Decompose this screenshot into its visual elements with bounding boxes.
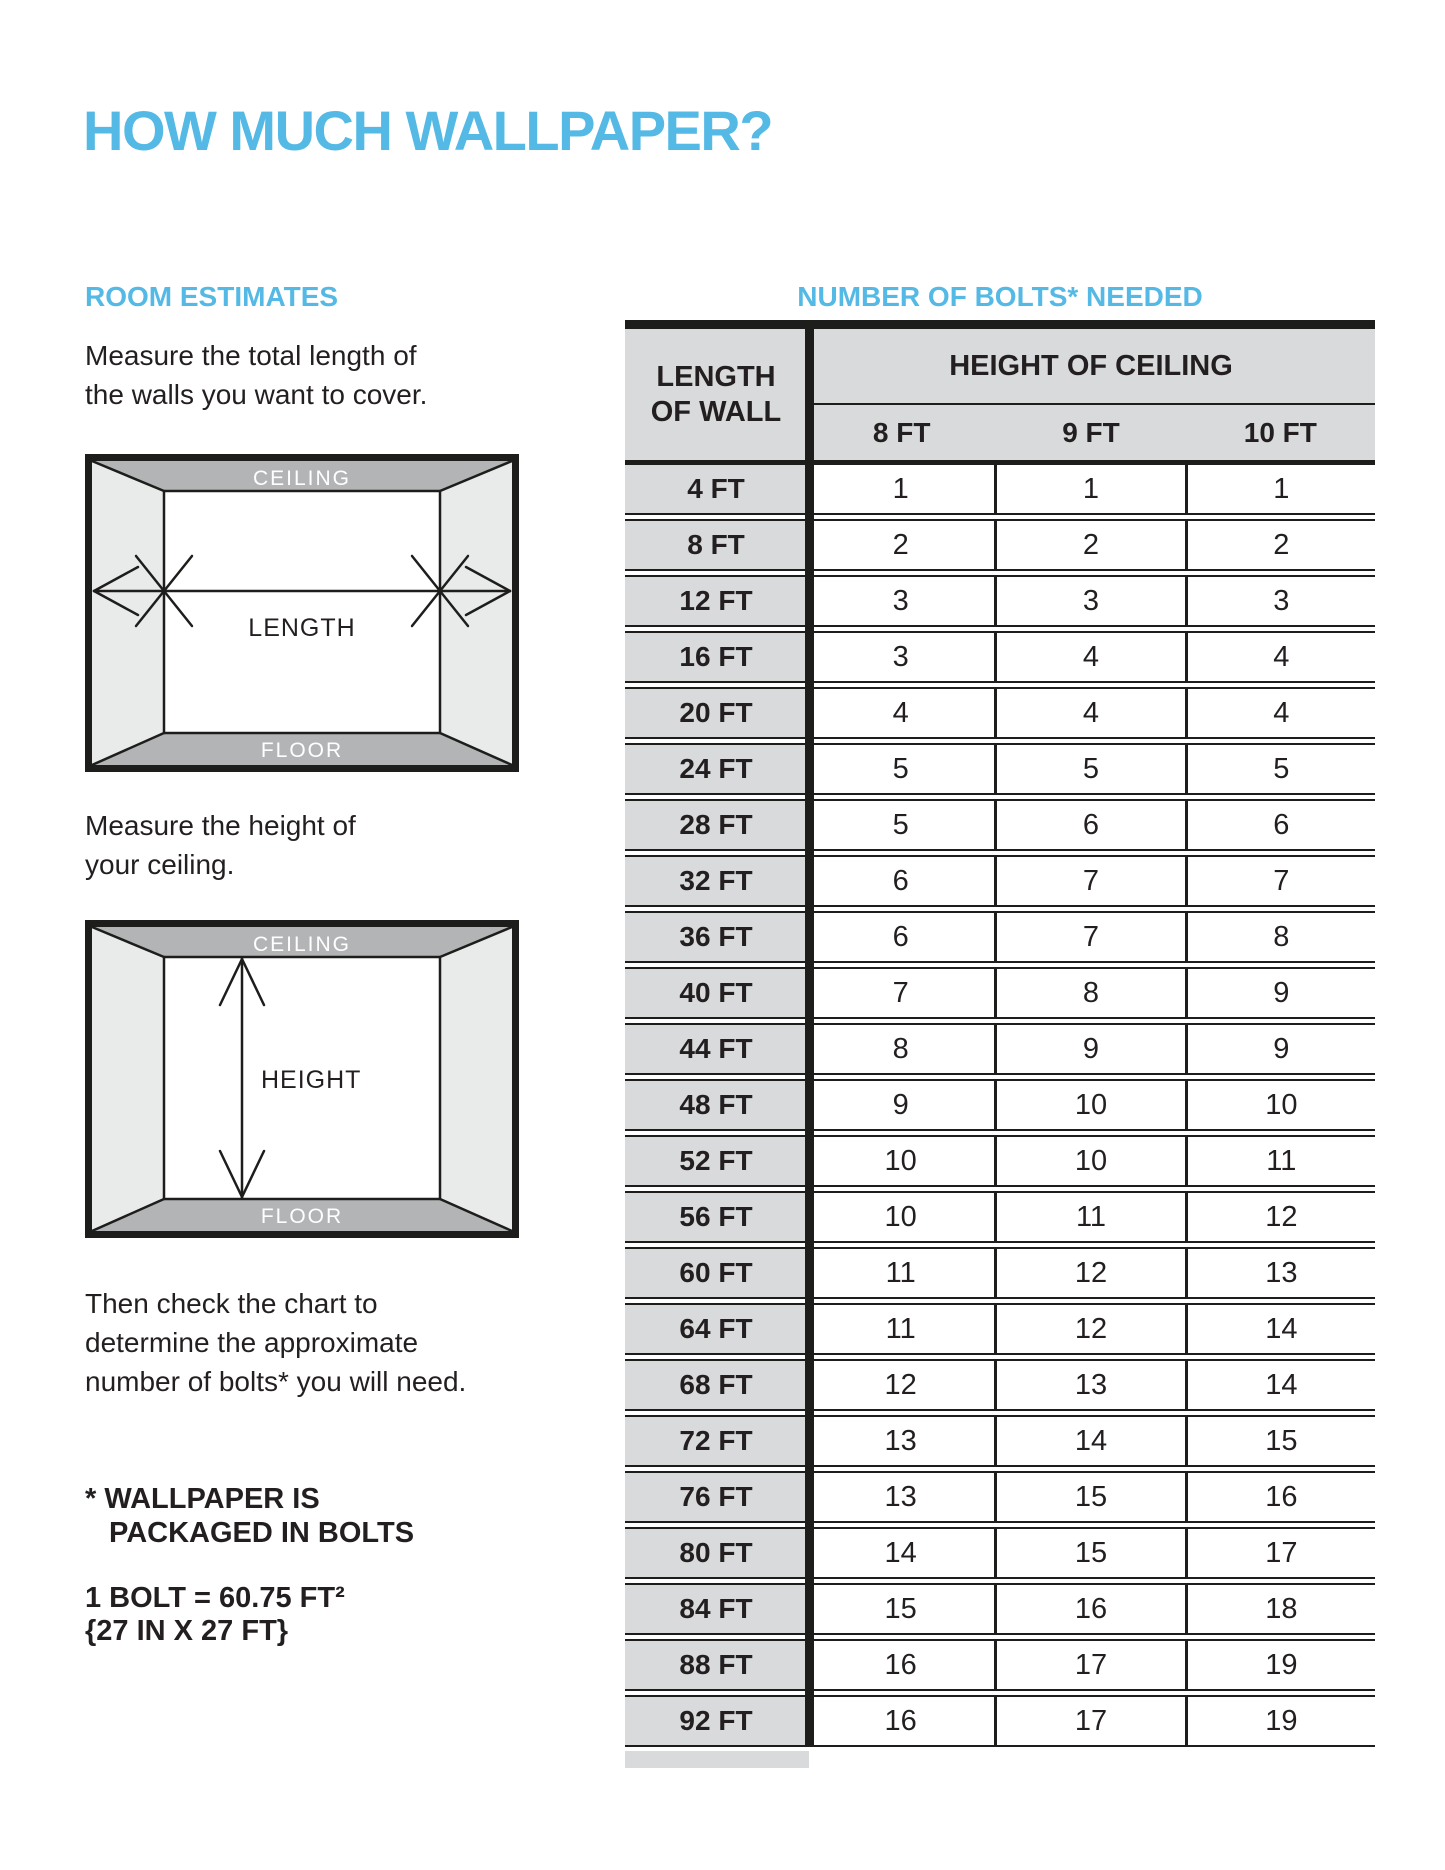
bolts-value-cell: 16 [807,1697,997,1745]
bolts-value-cell: 15 [997,1473,1187,1521]
bolts-footnote [85,1482,414,1550]
step-line: the walls you want to cover. [85,379,428,410]
bolts-value-cell: 5 [1188,745,1375,793]
bolts-value-cell: 2 [1188,521,1375,569]
table-row [625,1415,1375,1467]
ceiling-height-columns [807,405,1375,460]
table-row [625,1079,1375,1131]
bolts-value-cell: 4 [1188,689,1375,737]
table-row [625,1471,1375,1523]
wall-length-cell: 4 FT [625,465,807,513]
bolts-value-cell: 6 [807,913,997,961]
bolts-value-cell: 18 [1188,1585,1375,1633]
room-height-diagram [85,920,519,1238]
bolts-value-cell: 10 [997,1137,1187,1185]
bolts-value-cell: 8 [997,969,1187,1017]
table-row [625,1023,1375,1075]
bolts-value-cell: 15 [1188,1417,1375,1465]
bolts-value-cell: 1 [807,465,997,513]
table-row [625,911,1375,963]
table-row [625,1135,1375,1187]
table-bottom-stub [625,1751,809,1768]
bolts-value-cell: 17 [1188,1529,1375,1577]
length-of-wall-line: OF WALL [650,395,782,428]
bolts-value-cell: 2 [997,521,1187,569]
bolts-value-cell: 17 [997,1641,1187,1689]
bolts-value-cell: 6 [997,801,1187,849]
bolts-value-cell: 12 [1188,1193,1375,1241]
bolts-value-cell: 14 [1188,1305,1375,1353]
bolts-value-cell: 12 [807,1361,997,1409]
bolts-value-cell: 6 [807,857,997,905]
bolts-table [625,320,1375,1768]
back-wall [164,491,440,733]
bolts-value-cell: 10 [1188,1081,1375,1129]
bolts-value-cell: 9 [1188,969,1375,1017]
height-label: HEIGHT [261,1066,362,1094]
wall-length-cell: 76 FT [625,1473,807,1521]
room-estimates-heading: ROOM ESTIMATES [85,281,339,312]
wall-length-cell: 56 FT [625,1193,807,1241]
wall-length-cell: 40 FT [625,969,807,1017]
step-line: number of bolts* you will need. [85,1366,467,1397]
length-label: LENGTH [248,614,356,642]
bolts-value-cell: 14 [807,1529,997,1577]
bolts-value-cell: 11 [997,1193,1187,1241]
bolts-value-cell: 13 [1188,1249,1375,1297]
bolts-value-cell: 9 [1188,1025,1375,1073]
wall-length-cell: 80 FT [625,1529,807,1577]
step-measure-height-text [85,806,356,884]
bolts-value-cell: 3 [807,633,997,681]
floor-label: FLOOR [260,739,344,762]
table-row [625,967,1375,1019]
step-line: determine the approximate [85,1327,419,1358]
table-row [625,1247,1375,1299]
table-row [625,1639,1375,1691]
wall-length-cell: 84 FT [625,1585,807,1633]
bolts-value-cell: 15 [997,1529,1187,1577]
wall-length-cell: 24 FT [625,745,807,793]
table-row [625,1695,1375,1747]
table-top-border [625,320,1375,329]
wall-length-cell: 28 FT [625,801,807,849]
bolts-value-cell: 2 [807,521,997,569]
length-of-wall-header [625,329,807,460]
bolt-dimensions-line: {27 IN X 27 FT} [85,1615,289,1647]
bolts-value-cell: 5 [997,745,1187,793]
wall-length-cell: 52 FT [625,1137,807,1185]
bolts-value-cell: 13 [807,1417,997,1465]
step-check-chart-text [85,1284,466,1401]
bolts-value-cell: 1 [1188,465,1375,513]
bolts-value-cell: 16 [807,1641,997,1689]
bolts-value-cell: 4 [997,633,1187,681]
right-wall-surface [440,461,512,765]
step-line: your ceiling. [85,849,235,880]
footnote-line: * WALLPAPER IS [85,1483,320,1515]
table-row [625,519,1375,571]
bolts-value-cell: 11 [807,1305,997,1353]
bolts-value-cell: 4 [997,689,1187,737]
bolts-value-cell: 3 [997,577,1187,625]
table-row [625,1583,1375,1635]
bolt-size-equation [85,1582,345,1648]
wall-length-cell: 60 FT [625,1249,807,1297]
ceiling-label: CEILING [252,933,352,956]
table-row [625,1303,1375,1355]
table-header [625,329,1375,463]
bolts-value-cell: 9 [807,1081,997,1129]
bolts-value-cell: 11 [807,1249,997,1297]
bolts-value-cell: 7 [997,913,1187,961]
table-row [625,631,1375,683]
bolts-value-cell: 10 [997,1081,1187,1129]
bolts-value-cell: 12 [997,1305,1187,1353]
bolts-value-cell: 13 [807,1473,997,1521]
footnote-line: PACKAGED IN BOLTS [109,1517,415,1549]
bolts-value-cell: 15 [807,1585,997,1633]
bolts-value-cell: 13 [997,1361,1187,1409]
wall-length-cell: 48 FT [625,1081,807,1129]
room-length-diagram [85,454,519,772]
wall-length-cell: 20 FT [625,689,807,737]
column-header-9ft: 9 FT [1062,416,1120,448]
bolts-value-cell: 11 [1188,1137,1375,1185]
bolts-value-cell: 14 [1188,1361,1375,1409]
wall-length-cell: 72 FT [625,1417,807,1465]
wall-length-cell: 8 FT [625,521,807,569]
wall-length-cell: 44 FT [625,1025,807,1073]
bolts-value-cell: 4 [807,689,997,737]
bolts-value-cell: 19 [1188,1697,1375,1745]
wall-length-cell: 32 FT [625,857,807,905]
table-row [625,463,1375,515]
column-header-8ft: 8 FT [872,416,931,448]
table-row [625,1191,1375,1243]
bolts-value-cell: 10 [807,1193,997,1241]
wall-length-cell: 92 FT [625,1697,807,1745]
table-row [625,687,1375,739]
height-of-ceiling-header: HEIGHT OF CEILING [807,329,1375,405]
wall-length-cell: 68 FT [625,1361,807,1409]
right-wall-surface [440,927,512,1231]
bolts-value-cell: 7 [997,857,1187,905]
ceiling-label: CEILING [252,467,352,490]
bolts-value-cell: 8 [1188,913,1375,961]
length-of-wall-line: LENGTH [656,360,776,393]
bolts-value-cell: 14 [997,1417,1187,1465]
column-header-10ft: 10 FT [1243,416,1317,448]
left-wall-surface [92,461,164,765]
table-row [625,799,1375,851]
bolts-value-cell: 6 [1188,801,1375,849]
step-measure-length-text [85,336,427,414]
table-body [625,463,1375,1747]
bolts-value-cell: 7 [1188,857,1375,905]
bolts-value-cell: 7 [807,969,997,1017]
bolts-value-cell: 3 [807,577,997,625]
ceiling-height-header-group [807,329,1375,460]
wall-length-cell: 64 FT [625,1305,807,1353]
wall-length-cell: 36 FT [625,913,807,961]
page-title: HOW MUCH WALLPAPER? [83,98,773,162]
bolts-value-cell: 1 [997,465,1187,513]
step-line: Measure the total length of [85,340,417,371]
table-vertical-divider [805,320,814,1747]
step-line: Measure the height of [85,810,356,841]
wall-length-cell: 16 FT [625,633,807,681]
bolts-value-cell: 8 [807,1025,997,1073]
table-row [625,743,1375,795]
bolts-value-cell: 5 [807,745,997,793]
bolts-value-cell: 10 [807,1137,997,1185]
bolts-needed-heading: NUMBER OF BOLTS* NEEDED [797,281,1203,312]
bolts-value-cell: 16 [997,1585,1187,1633]
bolts-value-cell: 16 [1188,1473,1375,1521]
room-length-svg [85,454,519,772]
bolts-value-cell: 5 [807,801,997,849]
floor-label: FLOOR [260,1205,344,1228]
bolts-value-cell: 12 [997,1249,1187,1297]
step-line: Then check the chart to [85,1288,378,1319]
bolt-area-line: 1 BOLT = 60.75 FT² [85,1582,345,1614]
table-row [625,1527,1375,1579]
table-row [625,855,1375,907]
table-row [625,575,1375,627]
bolts-value-cell: 4 [1188,633,1375,681]
wall-length-cell: 88 FT [625,1641,807,1689]
room-height-svg [85,920,519,1238]
bolts-value-cell: 3 [1188,577,1375,625]
bolts-value-cell: 17 [997,1697,1187,1745]
bolts-value-cell: 19 [1188,1641,1375,1689]
table-row [625,1359,1375,1411]
wall-length-cell: 12 FT [625,577,807,625]
bolts-value-cell: 9 [997,1025,1187,1073]
left-wall-surface [92,927,164,1231]
